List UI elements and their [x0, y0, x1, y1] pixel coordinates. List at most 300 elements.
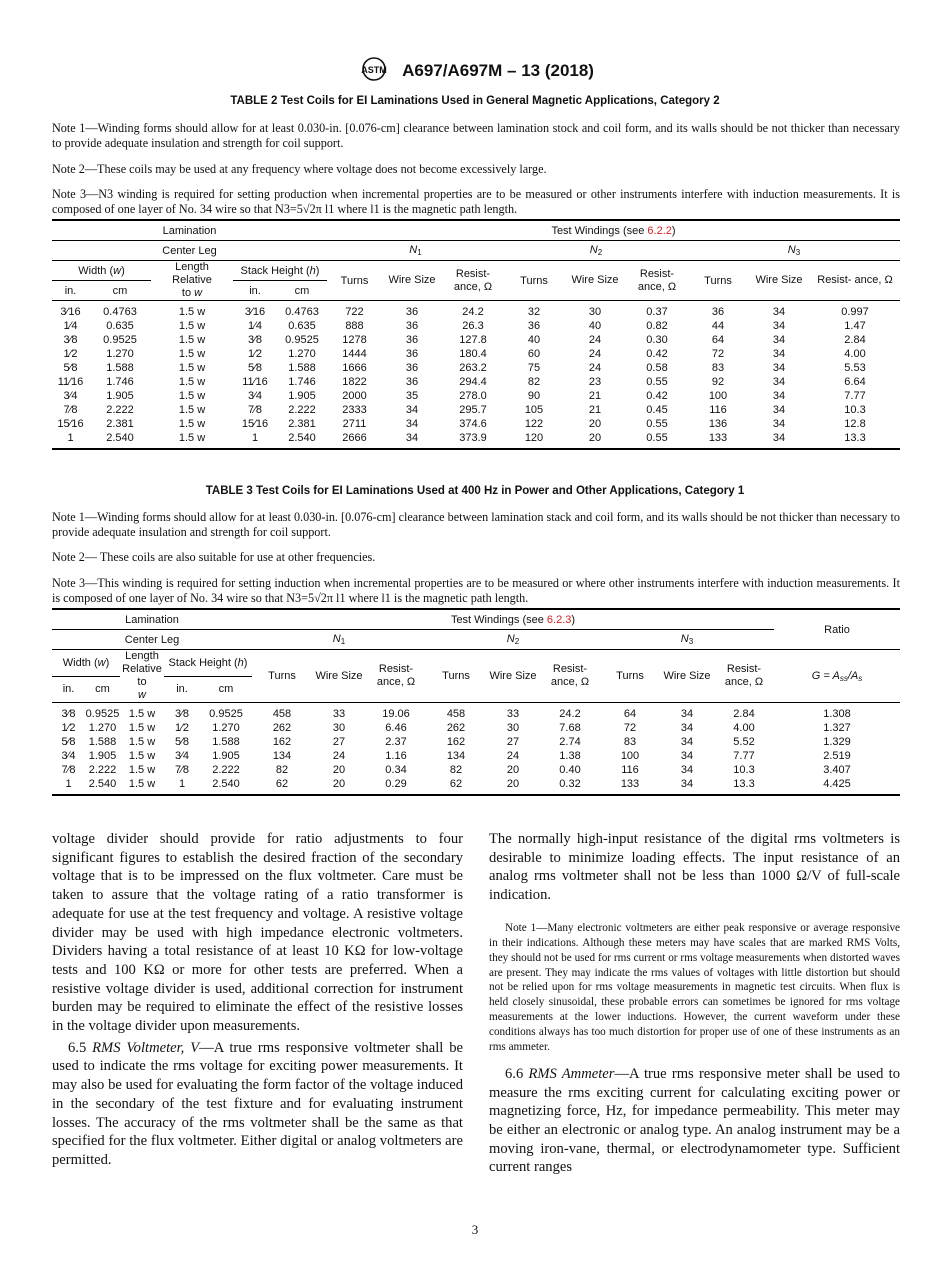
- table-cell: 13.3: [844, 432, 866, 444]
- table-cell: 2711: [342, 418, 367, 430]
- table3-header-n1-wire-size: Wire Size: [312, 650, 366, 703]
- table-cell: 1.5 w: [128, 708, 156, 720]
- table-cell: 0.29: [385, 778, 407, 790]
- table-cell: 120: [524, 432, 544, 444]
- table-cell: 34: [772, 348, 786, 360]
- table-cell: 373.9: [459, 432, 487, 444]
- table3-header-lamination: Lamination: [52, 609, 252, 630]
- table2-header-n1: $N_1$: [327, 241, 504, 261]
- table-cell: 374.6: [459, 418, 487, 430]
- table-cell: 1.327: [823, 722, 851, 734]
- table-cell: 0.30: [646, 334, 668, 346]
- table-cell: 134: [272, 750, 292, 762]
- table-cell: 24: [588, 348, 602, 360]
- table-cell: 24.2: [559, 708, 581, 720]
- table2-header-stack-height: Stack Height (h): [233, 261, 327, 281]
- table3-header-n3-wire-size: Wire Size: [660, 650, 714, 703]
- table-cell: 1.270: [88, 722, 117, 734]
- table-cell: 458: [446, 708, 466, 720]
- table-cell: 0.635: [288, 320, 316, 332]
- table-row: [52, 403, 900, 417]
- table-cell: 1.746: [288, 376, 316, 388]
- astm-logo-icon: [356, 56, 392, 87]
- table-cell: 24: [332, 750, 346, 762]
- table-cell: 2.222: [106, 404, 134, 416]
- table-cell: 6.46: [385, 722, 407, 734]
- table-cell: 0.997: [841, 306, 869, 318]
- table-cell: 24: [588, 362, 602, 374]
- table-cell: 82: [527, 376, 541, 388]
- table-cell: 2000: [342, 390, 367, 402]
- table-cell: 1.5 w: [178, 376, 206, 388]
- table-cell: 34: [772, 362, 786, 374]
- table-cell: 7.77: [844, 390, 866, 402]
- table-cell: 4.425: [823, 778, 851, 790]
- paragraph-voltage-divider: voltage divider should provide for ratio adjustments to four significant figures to establish the desired fraction of the secondary voltage that is to be impressed on the flux voltmeter. Care must be taken to assure that the voltage rating of a ratio transformer is adequate for use at the test frequency and voltage. A resistive voltage divider may be used with high impedance electronic voltmeters. Dividers having a total resistance of at least 10 KΩ for low-voltage tests and 100 KΩ or more for other tests are preferred. When a resistive voltage divider is used, additional correction for instrument burden may be required to eliminate the effect of the resistive losses in the voltage divider upon measurements.: [52, 831, 463, 1035]
- table-cell: 0.37: [646, 306, 668, 318]
- table-cell: 2.519: [823, 750, 851, 762]
- table3-header-ratio-formula: $G = A_{ss}/A_s$: [774, 650, 900, 703]
- table-cell: 30: [588, 306, 602, 318]
- table-cell: 34: [772, 376, 786, 388]
- table-cell: 133: [620, 778, 640, 790]
- table-cell: 1.5 w: [178, 320, 206, 332]
- table-cell: 24.2: [462, 306, 484, 318]
- table-cell: 3⁄4: [61, 750, 76, 762]
- table-cell: 0.55: [646, 418, 668, 430]
- table-cell: 36: [405, 376, 419, 388]
- table-cell: 7.77: [733, 750, 755, 762]
- table-cell: 7⁄8: [247, 404, 263, 416]
- table-cell: 27: [332, 736, 346, 748]
- table-cell: 0.32: [559, 778, 581, 790]
- table-cell: 1.588: [212, 736, 240, 748]
- table2-header-n2-wire-size: Wire Size: [564, 261, 626, 301]
- table-cell: 1.588: [288, 362, 316, 374]
- table-cell: 134: [446, 750, 466, 762]
- table2-header-n1-turns: Turns: [327, 261, 382, 301]
- table-cell: 5.53: [844, 362, 866, 374]
- table2-header-lamination: Lamination: [52, 220, 327, 241]
- table2-header-center-leg: Center Leg: [52, 241, 327, 261]
- table-cell: 0.34: [385, 764, 407, 776]
- table2-note-2: Note 2—These coils may be used at any frequency where voltage does not become excessively large.: [52, 162, 547, 176]
- table-cell: 105: [524, 404, 544, 416]
- table3-body: [52, 703, 900, 796]
- table2-header-n2-resistance: Resist- ance, Ω: [626, 261, 688, 301]
- table2-body: [52, 301, 900, 450]
- table2-note-3: Note 3—N3 winding is required for setting production when incremental properties are to be measured or other instruments interfere with induction measurements. It is composed of one layer of No. 34 wire so that N3=5√2π l1 where l1 is the magnetic path length.: [52, 187, 900, 216]
- table-cell: 15⁄16: [57, 418, 84, 430]
- table3-header-stack-cm: cm: [200, 676, 252, 703]
- table-cell: 1.5 w: [128, 736, 156, 748]
- table-row: [52, 721, 900, 735]
- table-cell: 2.37: [385, 736, 407, 748]
- table-cell: 1.5 w: [178, 348, 206, 360]
- table-cell: 62: [449, 778, 463, 790]
- table-cell: 2.222: [288, 404, 316, 416]
- section-6-5-title: RMS Voltmeter, V: [92, 1039, 200, 1056]
- table-cell: 34: [405, 418, 419, 430]
- table-cell: 2.222: [88, 764, 117, 776]
- table-cell: 44: [711, 320, 725, 332]
- table-cell: 122: [524, 418, 544, 430]
- table-cell: 5⁄8: [61, 736, 76, 748]
- table-cell: 34: [680, 750, 694, 762]
- table-cell: 722: [345, 306, 364, 318]
- table-cell: 1.905: [88, 750, 117, 762]
- table-cell: 20: [506, 764, 520, 776]
- table-cell: 0.45: [646, 404, 668, 416]
- table-cell: 2.381: [288, 418, 316, 430]
- table-cell: 3⁄8: [247, 334, 263, 346]
- section-6-2-3-link[interactable]: 6.2.3: [546, 613, 572, 626]
- table-cell: 75: [527, 362, 541, 374]
- table-cell: 34: [772, 404, 786, 416]
- document-header: [0, 56, 950, 87]
- table-cell: 262: [272, 722, 292, 734]
- table-cell: 1.5 w: [128, 764, 156, 776]
- table-cell: 11⁄16: [57, 376, 84, 388]
- page-number: 3: [471, 1222, 479, 1237]
- table3-header-width: Width (w): [52, 650, 120, 677]
- table3-header-n2-resistance: Resist- ance, Ω: [540, 650, 600, 703]
- table-cell: 1: [251, 432, 259, 444]
- table-cell: 34: [772, 418, 786, 430]
- table-cell: 1.5 w: [178, 418, 206, 430]
- section-6-2-2-link[interactable]: 6.2.2: [647, 224, 672, 237]
- table-cell: 1.5 w: [128, 750, 156, 762]
- table-cell: 23: [588, 376, 602, 388]
- table-cell: 72: [623, 722, 637, 734]
- table3-header-length-relative: Length Relative to w: [120, 650, 164, 703]
- table-cell: 34: [772, 390, 786, 402]
- table-row: [52, 319, 900, 333]
- table-cell: 2.540: [212, 778, 240, 790]
- table-cell: 2.222: [212, 764, 240, 776]
- table-cell: 1.308: [823, 708, 851, 720]
- table-cell: 12.8: [844, 418, 866, 430]
- table-cell: 20: [588, 418, 602, 430]
- table-cell: 20: [332, 764, 346, 776]
- table-cell: 2.84: [733, 708, 755, 720]
- table-cell: 0.9525: [85, 708, 120, 720]
- table-cell: 1.746: [106, 376, 134, 388]
- table3-header-n2-wire-size: Wire Size: [486, 650, 540, 703]
- table-cell: 1.16: [385, 750, 407, 762]
- table-cell: 0.42: [646, 348, 668, 360]
- table-cell: 34: [772, 334, 786, 346]
- svg-text:ASTM: ASTM: [361, 65, 387, 75]
- table-cell: 20: [332, 778, 346, 790]
- table-cell: 10.3: [733, 764, 755, 776]
- table2-header-width: Width (w): [52, 261, 151, 281]
- table-cell: 0.4763: [103, 306, 137, 318]
- table-cell: 1⁄4: [247, 320, 263, 332]
- table-cell: 1⁄2: [247, 348, 263, 360]
- table-cell: 34: [680, 722, 694, 734]
- table2-header-n3-wire-size: Wire Size: [748, 261, 810, 301]
- table-cell: 2.381: [106, 418, 134, 430]
- table-cell: 32: [527, 306, 541, 318]
- table-cell: 1.5 w: [178, 390, 206, 402]
- table-cell: 24: [588, 334, 602, 346]
- table-cell: 34: [405, 404, 419, 416]
- table-cell: 60: [527, 348, 541, 360]
- table-cell: 1.5 w: [178, 334, 206, 346]
- table-cell: 34: [772, 432, 786, 444]
- table3-header-stack-in: in.: [164, 676, 200, 703]
- table2-header-n2: $N_2$: [504, 241, 688, 261]
- table-cell: 0.9525: [103, 334, 137, 346]
- section-6-6: 6.6 RMS Ammeter—A true rms responsive meter shall be used to measure the rms exciting current for calculating exciting power or magnetizing force, Hz, for impedance permeability. This meter may be either an electronic or analog type. An analog instrument may be a moving iron-vane, thermal, or electrodynamometer type. Sufficient current ranges: [489, 1065, 901, 1176]
- table-cell: 1.5 w: [178, 362, 206, 374]
- table-cell: 5⁄8: [63, 362, 78, 374]
- table-row: [52, 763, 900, 777]
- table-cell: 0.9525: [285, 334, 319, 346]
- table-cell: 263.2: [459, 362, 487, 374]
- table3-note-3: Note 3—This winding is required for setting induction when incremental properties are to be measured or where other instruments interfere with induction measurements. It is composed of one layer of No. 34 wire so that N3=5√2π l1 where l1 is the magnetic path length.: [52, 576, 900, 605]
- table-cell: 5⁄8: [247, 362, 263, 374]
- table-row: [52, 333, 900, 347]
- table-cell: 0.635: [106, 320, 134, 332]
- table-cell: 1.5 w: [128, 778, 156, 790]
- table-cell: 20: [506, 778, 520, 790]
- table-cell: 116: [621, 764, 639, 776]
- table-cell: 0.42: [646, 390, 668, 402]
- table-cell: 1.5 w: [128, 722, 156, 734]
- table3-header-width-cm: cm: [85, 676, 120, 703]
- table3-header-n1: $N_1$: [252, 630, 426, 650]
- table-row: [52, 375, 900, 389]
- table-cell: 11⁄16: [242, 376, 268, 388]
- table-cell: 4.00: [844, 348, 866, 360]
- table-cell: 1.38: [559, 750, 581, 762]
- table-cell: 10.3: [844, 404, 866, 416]
- table-cell: 36: [405, 320, 419, 332]
- table3-header-n3: $N_3$: [600, 630, 774, 650]
- table-cell: 1.5 w: [178, 432, 206, 444]
- table-cell: 36: [527, 320, 541, 332]
- table2-header-width-cm: cm: [89, 281, 151, 301]
- table-cell: 1: [178, 778, 186, 790]
- table-cell: 83: [623, 736, 637, 748]
- table-row: [52, 703, 900, 722]
- table-cell: 100: [708, 390, 728, 402]
- table-row: [52, 389, 900, 403]
- table-cell: 100: [620, 750, 640, 762]
- table2-header-n3: $N_3$: [688, 241, 900, 261]
- table3-header-n2-turns: Turns: [426, 650, 486, 703]
- table-cell: 888: [345, 320, 364, 332]
- table-cell: 136: [708, 418, 728, 430]
- table-cell: 2.84: [844, 334, 866, 346]
- table-cell: 34: [772, 306, 786, 318]
- table3-header-n2: $N_2$: [426, 630, 600, 650]
- table-cell: 0.40: [559, 764, 581, 776]
- table2-header-n3-resistance: Resist- ance, Ω: [810, 261, 900, 301]
- table-row: [52, 361, 900, 375]
- table-cell: 15⁄16: [241, 418, 269, 430]
- left-column: [52, 830, 463, 1170]
- table-cell: 0.4763: [285, 306, 319, 318]
- table-cell: 3⁄4: [174, 750, 190, 762]
- table2-caption: TABLE 2 Test Coils for EI Laminations Used in General Magnetic Applications, Category 2: [230, 95, 720, 107]
- table3-header-n1-turns: Turns: [252, 650, 312, 703]
- table-cell: 36: [405, 348, 419, 360]
- table-cell: 278.0: [459, 390, 487, 402]
- table-cell: 1⁄2: [63, 348, 78, 360]
- table3-header-width-in: in.: [52, 676, 85, 703]
- table-cell: 7⁄8: [174, 764, 190, 776]
- table3-note-2: Note 2— These coils are also suitable for use at other frequencies.: [52, 550, 376, 564]
- table-cell: 1.905: [288, 390, 316, 402]
- table-cell: 72: [711, 348, 725, 360]
- table3-header-test-windings: Test Windings (see 6.2.3): [252, 609, 774, 630]
- table-cell: 1.5 w: [178, 306, 206, 318]
- table-cell: 26.3: [462, 320, 484, 332]
- table-row: [52, 301, 900, 320]
- table-cell: 2.540: [106, 432, 134, 444]
- table-cell: 64: [623, 708, 637, 720]
- table-cell: 1: [67, 432, 74, 444]
- table-cell: 1⁄2: [174, 722, 190, 734]
- table-cell: 3.407: [823, 764, 851, 776]
- table-cell: 1.588: [88, 736, 117, 748]
- table3-header-n1-resistance: Resist- ance, Ω: [366, 650, 426, 703]
- table-cell: 92: [711, 376, 725, 388]
- table-cell: 133: [708, 432, 728, 444]
- table3-header-ratio: Ratio: [774, 609, 900, 650]
- table-cell: 458: [272, 708, 292, 720]
- table3-header-n3-turns: Turns: [600, 650, 660, 703]
- table-cell: 0.9525: [209, 708, 243, 720]
- table-cell: 62: [275, 778, 289, 790]
- table-cell: 1.270: [288, 348, 316, 360]
- table-cell: 3⁄4: [247, 390, 263, 402]
- table3-caption: TABLE 3 Test Coils for EI Laminations Used at 400 Hz in Power and Other Applications, Category 1: [205, 485, 745, 497]
- table-cell: 3⁄4: [63, 390, 78, 402]
- table-cell: 1: [65, 778, 72, 790]
- table2-header-n3-turns: Turns: [688, 261, 748, 301]
- table2: [52, 219, 900, 450]
- table2-header-stack-in: in.: [233, 281, 277, 301]
- table-cell: 2666: [342, 432, 367, 444]
- table-cell: 27: [506, 736, 520, 748]
- table3-header-center-leg: Center Leg: [52, 630, 252, 650]
- table2-header-test-windings: Test Windings (see 6.2.2): [327, 220, 900, 241]
- table-cell: 33: [506, 708, 520, 720]
- table-cell: 64: [711, 334, 725, 346]
- table3-note-1: Note 1—Winding forms should allow for at least 0.030-in. [0.076-cm] clearance between lamination stack and coil form, and its walls should be not thicker than necessary to provide adequate insulation and strength for coil support.: [52, 510, 900, 539]
- table-cell: 1⁄4: [63, 320, 78, 332]
- table-cell: 34: [680, 778, 694, 790]
- table-cell: 3⁄8: [174, 708, 190, 720]
- document-title: A697/A697M – 13 (2018): [402, 60, 594, 80]
- table-cell: 36: [405, 334, 419, 346]
- table-cell: 262: [446, 722, 466, 734]
- table-cell: 34: [405, 432, 419, 444]
- table-cell: 5.52: [733, 736, 755, 748]
- table-cell: 82: [275, 764, 289, 776]
- table-cell: 0.55: [646, 432, 668, 444]
- table-cell: 33: [332, 708, 346, 720]
- table-cell: 116: [709, 404, 727, 416]
- table-cell: 21: [588, 404, 602, 416]
- table-cell: 2.74: [559, 736, 581, 748]
- table-cell: 1.588: [106, 362, 134, 374]
- table-cell: 30: [506, 722, 520, 734]
- table-row: [52, 749, 900, 763]
- table2-header-width-in: in.: [52, 281, 89, 301]
- table2-header-n1-wire-size: Wire Size: [382, 261, 442, 301]
- table-cell: 24: [506, 750, 520, 762]
- right-column: [489, 830, 900, 1177]
- table-cell: 1.47: [844, 320, 866, 332]
- table2-note-1: Note 1—Winding forms should allow for at least 0.030-in. [0.076-cm] clearance between lamination stock and coil form, and its walls should be not thicker than necessary to provide adequate insulation and strength for coil support.: [52, 121, 900, 150]
- table-cell: 3⁄8: [63, 334, 78, 346]
- table2-header-length-relative: Length Relative to w: [151, 261, 233, 301]
- table-cell: 0.58: [646, 362, 668, 374]
- table-cell: 36: [405, 306, 419, 318]
- table-row: [52, 735, 900, 749]
- table-row: [52, 417, 900, 431]
- table-cell: 1.5 w: [178, 404, 206, 416]
- table-cell: 7.68: [559, 722, 581, 734]
- table-cell: 1.905: [212, 750, 240, 762]
- table-cell: 35: [405, 390, 419, 402]
- section-6-6-title: RMS Ammeter: [528, 1065, 615, 1082]
- table-cell: 82: [449, 764, 463, 776]
- table-row: [52, 347, 900, 361]
- table-cell: 1.270: [212, 722, 240, 734]
- table-cell: 1⁄2: [61, 722, 76, 734]
- table-cell: 1822: [342, 376, 367, 388]
- table-row: [52, 431, 900, 449]
- table-cell: 34: [772, 320, 786, 332]
- table-cell: 40: [588, 320, 602, 332]
- table-cell: 4.00: [733, 722, 755, 734]
- table-cell: 3⁄16: [60, 306, 81, 318]
- table-cell: 6.64: [844, 376, 866, 388]
- table-cell: 1444: [342, 348, 367, 360]
- table-cell: 7⁄8: [63, 404, 78, 416]
- table-cell: 36: [711, 306, 725, 318]
- table-cell: 30: [332, 722, 346, 734]
- table-cell: 36: [405, 362, 419, 374]
- table-cell: 1.270: [106, 348, 134, 360]
- table-cell: 40: [527, 334, 541, 346]
- table-cell: 34: [680, 708, 694, 720]
- table-cell: 20: [588, 432, 602, 444]
- table-cell: 295.7: [459, 404, 487, 416]
- table3: [52, 608, 900, 796]
- table-cell: 83: [711, 362, 725, 374]
- table-cell: 21: [588, 390, 602, 402]
- table2-header-n1-resistance: Resist- ance, Ω: [442, 261, 504, 301]
- table-cell: 34: [680, 764, 694, 776]
- table-cell: 13.3: [733, 778, 755, 790]
- table-row: [52, 777, 900, 795]
- table-cell: 2.540: [88, 778, 117, 790]
- table-cell: 3⁄16: [244, 306, 266, 318]
- table-cell: 0.82: [646, 320, 668, 332]
- table-cell: 1278: [342, 334, 367, 346]
- table2-header-stack-cm: cm: [277, 281, 327, 301]
- section-6-5: 6.5 RMS Voltmeter, V—A true rms responsive voltmeter shall be used to indicate the rms voltage for exciting power measurements. It may also be used for evaluating the form factor of the voltage induced in the secondary of the test fixture and for evaluating instrument losses. The accuracy of the rms voltmeter shall be the same as that specified for the flux voltmeter. Either digital or analog voltmeters are permitted.: [52, 1039, 463, 1168]
- table-cell: 180.4: [459, 348, 487, 360]
- table-cell: 5⁄8: [174, 736, 190, 748]
